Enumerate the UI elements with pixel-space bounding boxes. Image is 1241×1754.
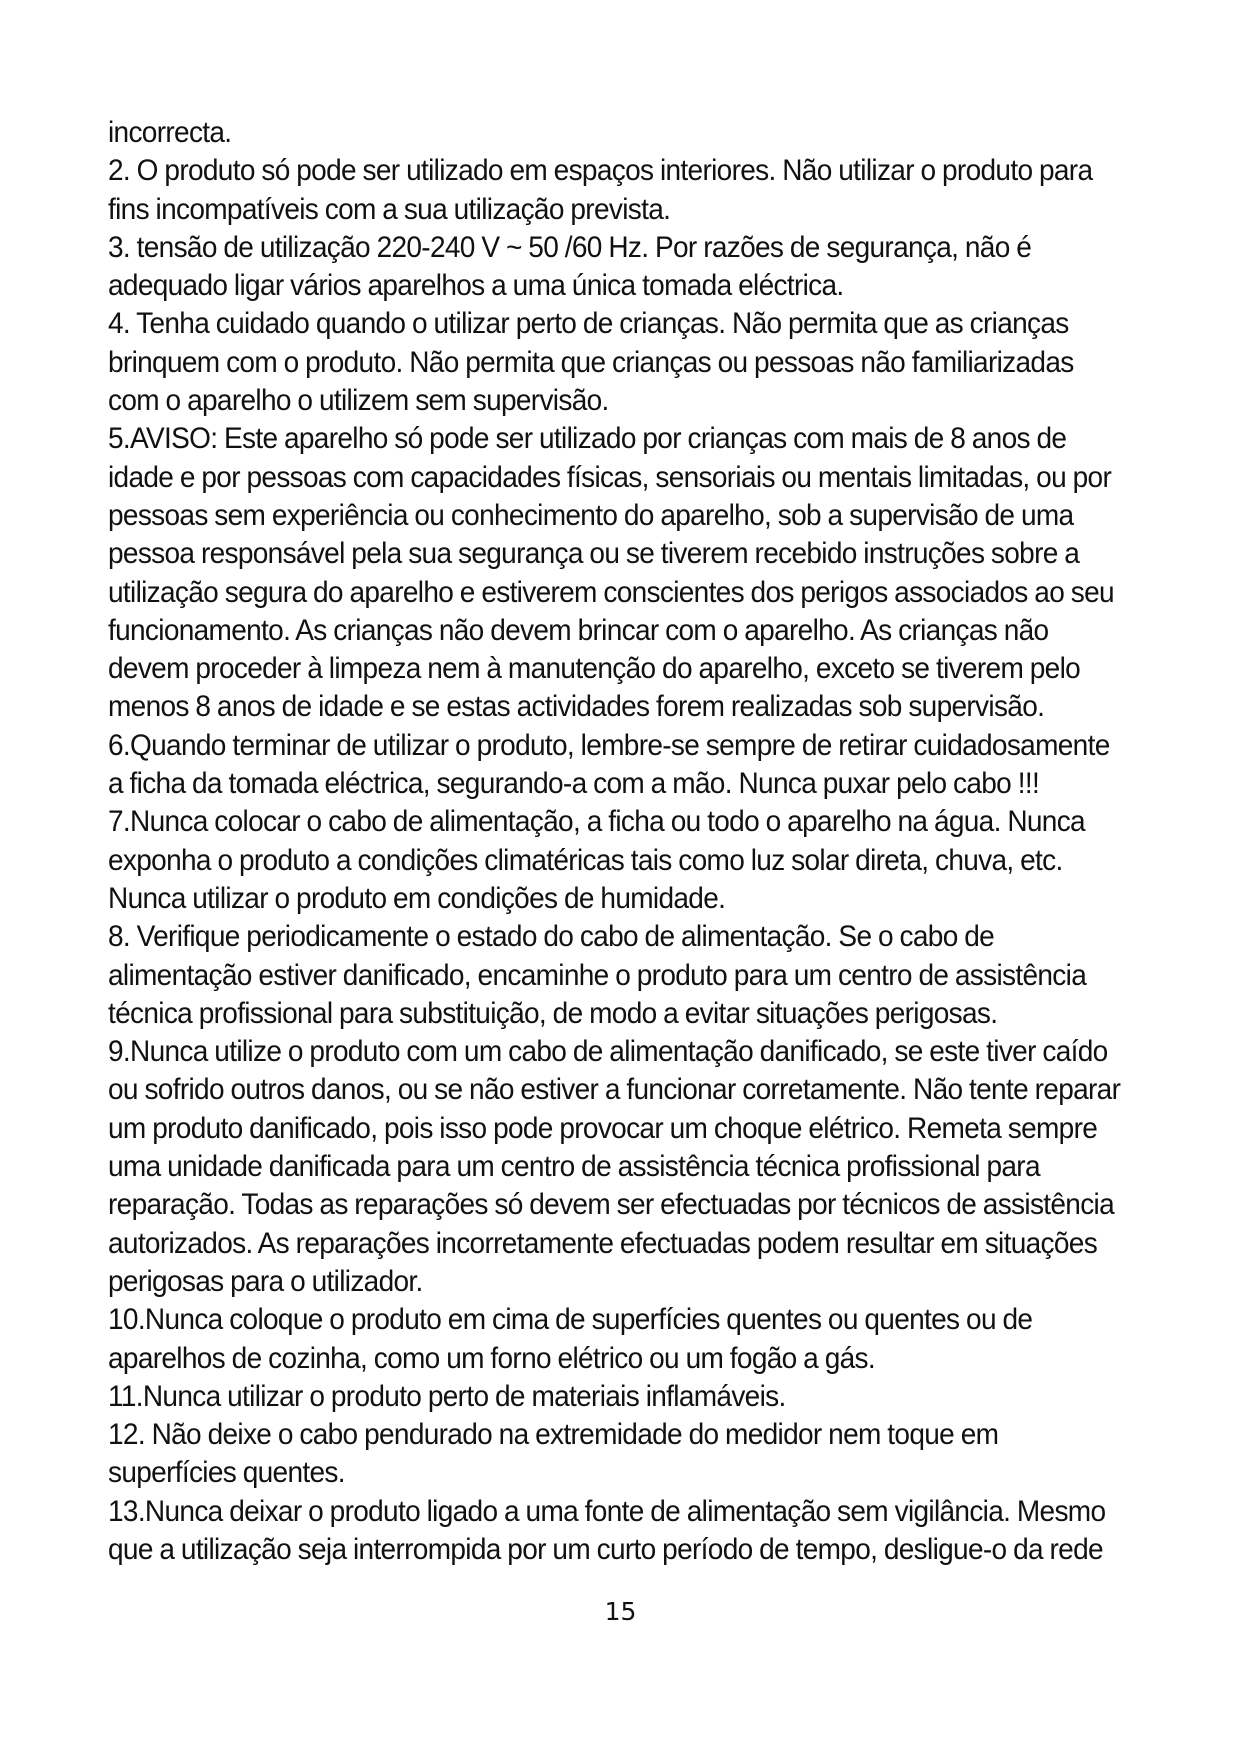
item-5-warning: 5.AVISO: Este aparelho só pode ser utilizado por crianças com mais de 8 anos de idade e por pessoas com capacidades físicas, sensoriais ou mentais limitadas, ou por pessoas sem experiência ou conhecimento do aparelho, sob a supervisão de uma pessoa responsável pela sua segurança ou se tiverem recebido instruções sobre a utilização segura do aparelho e estiverem conscientes dos perigos associados ao seu funcionamento. As crianças não devem brincar com o aparelho. As crianças não devem proceder à limpeza nem à manutenção do aparelho, exceto se tiverem pelo menos 8 anos de idade e se estas actividades forem realizadas sob supervisão. [108,423,1114,724]
page-body [108,114,1126,1569]
item-9: 9.Nunca utilize o produto com um cabo de alimentação danificado, se este tiver caído ou sofrido outros danos, ou se não estiver a funcionar corretamente. Não tente reparar um produto danificado, pois isso pode provocar um choque elétrico. Remeta sempre uma unidade danificada para um centro de assistência técnica profissional para reparação. Todas as reparações só devem ser efectuadas por técnicos de assistência autorizados. As reparações incorretamente efectuadas podem resultar em situações perigosas para o utilizador. [108,1036,1121,1298]
item-6: 6.Quando terminar de utilizar o produto, lembre-se sempre de retirar cuidadosamente a ficha da tomada eléctrica, segurando-a com a mão. Nunca puxar pelo cabo !!! [108,729,1110,801]
item-2: 2. O produto só pode ser utilizado em espaços interiores. Não utilizar o produto para fins incompatíveis com a sua utilização prevista. [108,155,1093,226]
item-10: 10.Nunca coloque o produto em cima de superfícies quentes ou quentes ou de aparelhos de cozinha, como um forno elétrico ou um fogão a gás. [108,1304,1033,1375]
item-13: 13.Nunca deixar o produto ligado a uma fonte de alimentação sem vigilância. Mesmo que a utilização seja interrompida por um curto período de tempo, desligue-o da rede [108,1495,1106,1566]
item-7: 7.Nunca colocar o cabo de alimentação, a ficha ou todo o aparelho na água. Nunca exponha o produto a condições climatéricas tais como luz solar direta, chuva, etc. Nunca utilizar o produto em condições de humidade. [108,806,1085,915]
item-3: 3. tensão de utilização 220-240 V ~ 50 /60 Hz. Por razões de segurança, não é adequado ligar vários aparelhos a uma única tomada eléctrica. [108,231,1032,303]
item-4: 4. Tenha cuidado quando o utilizar perto de crianças. Não permita que as crianças brinquem com o produto. Não permita que crianças ou pessoas não familiarizadas com o aparelho o utilizem sem supervisão. [108,308,1074,418]
item-11: 11.Nunca utilizar o produto perto de materiais inflamáveis. [108,1380,786,1413]
paragraph-continuation: incorrecta. [108,117,232,149]
item-12: 12. Não deixe o cabo pendurado na extremidade do medidor nem toque em superfícies quentes. [108,1419,999,1490]
page-number: 15 [604,1597,637,1626]
item-8: 8. Verifique periodicamente o estado do cabo de alimentação. Se o cabo de alimentação estiver danificado, encaminhe o produto para um centro de assistência técnica profissional para substituição, de modo a evitar situações perigosas. [108,921,1087,1030]
